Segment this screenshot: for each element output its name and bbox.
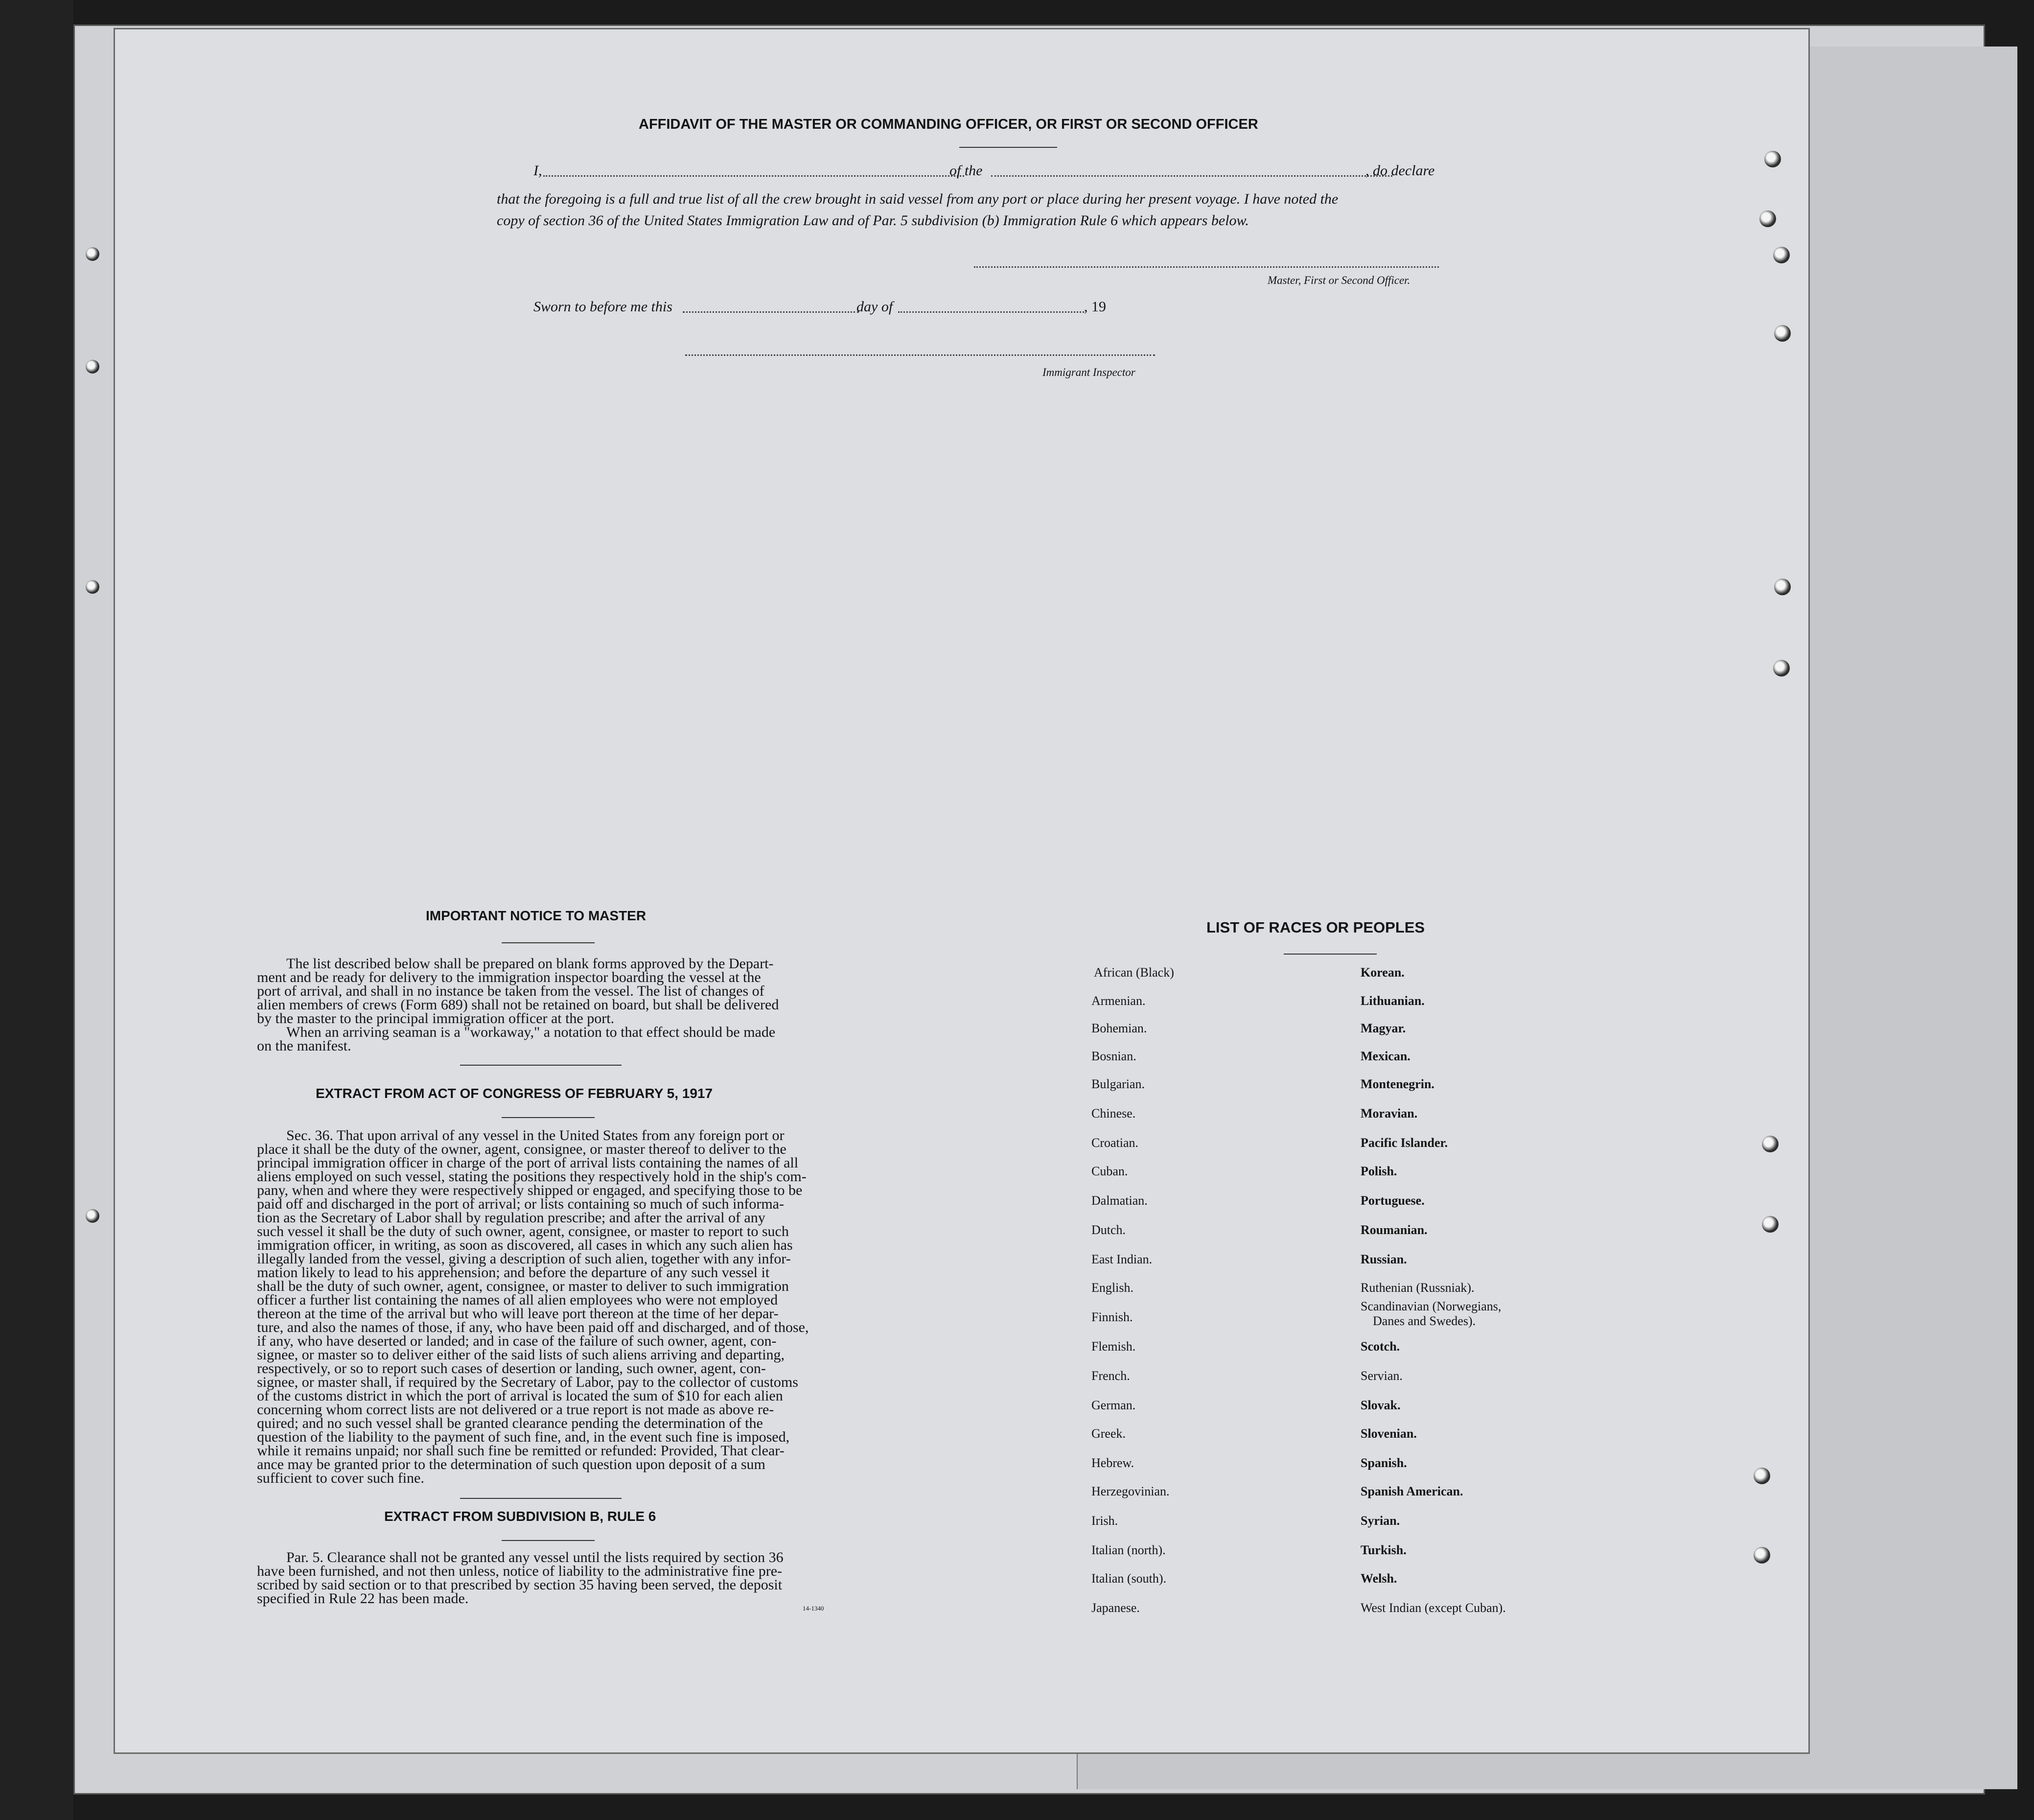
race-entry: Lithuanian. [1361,994,1425,1008]
month-blank [898,311,1084,313]
divider [460,1065,622,1066]
affidavit-line2: that the foregoing is a full and true list of all the crew brought in said vessel from any port or place during her present voyage. I have noted the [497,191,1339,207]
race-entry: Slovak. [1361,1398,1401,1412]
race-entry: German. [1091,1398,1136,1412]
notice-line: When an arriving seaman is a "workaway," a notation to that effect should be made [286,1024,776,1040]
act-line: ance may be granted prior to the determination of such question upon deposit of a sum [257,1456,765,1472]
divider [502,1117,595,1118]
act-line: such vessel it shall be the duty of such owner, agent, consignee, or master to report to such [257,1223,789,1239]
divider [460,1498,622,1499]
race-entry: Chinese. [1091,1106,1136,1120]
race-entry: Cuban. [1091,1164,1128,1178]
race-entry: Flemish. [1091,1339,1136,1353]
race-entry: Bosnian. [1091,1049,1136,1063]
act-line: ture, and also the names of those, if any, who have been paid off and discharged, and of those, [257,1319,809,1335]
race-entry: Scandinavian (Norwegians, [1361,1299,1502,1313]
affidavit-line3: copy of section 36 of the United States Immigration Law and of Par. 5 subdivision (b) Immigration Rule 6 which appears below. [497,212,1249,229]
race-entry: East Indian. [1091,1252,1153,1266]
divider [502,1540,595,1541]
act-line: quired; and no such vessel shall be granted clearance pending the determination of the [257,1415,763,1431]
rule-line: Par. 5. Clearance shall not be granted any vessel until the lists required by section 36 [286,1549,784,1565]
rule-text [257,1551,784,1606]
race-entry: Slovenian. [1361,1426,1417,1441]
race-entry: Spanish American. [1361,1484,1463,1498]
act-line: paid off and discharged in the port of arrival; or lists containing so much of such informa- [257,1196,784,1212]
act-line: signee, or master so to deliver either of the said lists of such aliens arriving and departing, [257,1347,785,1363]
act-line: shall be the duty of such owner, agent, consignee, or master to deliver to such immigration [257,1278,789,1294]
race-entry: Spanish. [1361,1456,1407,1470]
act-line: concerning whom correct lists are not delivered or a true report is not made as above re- [257,1401,774,1418]
act-line: thereon at the time of the arrival but who will leave port thereon at the time of her depar- [257,1306,779,1322]
notice-line: alien members of crews (Form 689) shall not be retained on board, but shall be delivered [257,997,779,1013]
race-entry: French. [1091,1369,1130,1383]
binder-hole [1773,247,1790,263]
manifest-back-page [115,29,1808,1752]
act-line: respectively, or so to report such cases of desertion or landing, such owner, agent, con- [257,1360,766,1377]
binder-hole [86,360,99,373]
race-entry: Italian (south). [1091,1571,1167,1586]
act-line: tion as the Secretary of Labor shall by regulation prescribe; and after the arrival of any [257,1210,765,1226]
divider [502,942,595,943]
act-line: Sec. 36. That upon arrival of any vessel in the United States from any foreign port or [286,1127,785,1143]
rule-line: scribed by said section or to that prescribed by section 35 having been served, the deposit [257,1577,783,1593]
signature-label: Master, First or Second Officer. [1268,274,1410,286]
race-entry: Portuguese. [1361,1193,1425,1208]
race-entry: Danes and Swedes). [1373,1314,1476,1328]
binder-hole [1754,1547,1770,1563]
race-entry: Moravian. [1361,1106,1418,1120]
affidavit-line1-mid: of the [949,163,983,179]
notice-line: on the manifest. [257,1038,351,1054]
race-entry: Bohemian. [1091,1021,1147,1035]
notice-line: The list described below shall be prepared on blank forms approved by the Depart- [286,956,774,972]
act-line: principal immigration officer in charge of the port of arrival lists containing the names of all [257,1155,799,1171]
act-line: immigration officer, in writing, as soon as discovered, all cases in which any such alien has [257,1237,793,1253]
act-line: of the customs district in which the port of arrival is located the sum of $10 for each alien [257,1388,783,1404]
rule-title: EXTRACT FROM SUBDIVISION B, RULE 6 [384,1509,656,1524]
binder-hole [86,247,99,261]
divider [959,147,1057,148]
notice-line: ment and be ready for delivery to the immigration inspector boarding the vessel at the [257,969,761,985]
race-entry: Herzegovinian. [1091,1484,1170,1498]
binder-hole [86,580,99,594]
race-entry: Hebrew. [1091,1456,1134,1470]
act-line: mation likely to lead to his apprehension; and before the departure of any such vessel it [257,1264,770,1281]
race-entry: West Indian (except Cuban). [1361,1601,1506,1615]
race-entry: Roumanian. [1361,1223,1428,1237]
sworn-end: , 19 [1084,299,1106,315]
race-entry: Greek. [1091,1426,1126,1441]
notice-text [257,957,779,1053]
act-line: sufficient to cover such fine. [257,1470,424,1486]
rule-line: specified in Rule 22 has been made. [257,1590,469,1607]
sworn-mid: day of [856,299,893,315]
notice-line: by the master to the principal immigration officer at the port. [257,1010,615,1027]
act-line: officer a further list containing the names of all alien employees who were not employed [257,1292,778,1308]
race-entry: Italian (north). [1091,1543,1166,1557]
act-line: while it remains unpaid; nor shall such fine be remitted or refunded: Provided, That clear- [257,1443,785,1459]
binder-hole [1754,1468,1770,1484]
act-line: signee, or master shall, if required by the Secretary of Labor, pay to the collector of customs [257,1374,798,1390]
act-line: pany, when and where they were respectively shipped or engaged, and specifying those to be [257,1182,803,1198]
race-entry: Turkish. [1361,1543,1407,1557]
binder-hole [1774,325,1791,342]
name-blank [543,175,964,177]
binder-hole [1759,210,1776,227]
inspector-label: Immigrant Inspector [1042,366,1135,378]
rule-line: have been furnished, and not then unless, notice of liability to the administrative fine pre- [257,1563,783,1579]
race-entry: Scotch. [1361,1339,1400,1353]
race-entry: Bulgarian. [1091,1077,1145,1091]
race-entry: Syrian. [1361,1514,1400,1528]
form-number: 14-1340 [803,1605,824,1612]
race-entry: Polish. [1361,1164,1397,1178]
binder-hole [86,1209,99,1223]
race-entry: Croatian. [1091,1136,1139,1150]
vessel-blank [991,175,1392,177]
notice-title: IMPORTANT NOTICE TO MASTER [426,908,647,923]
divider [1284,954,1377,955]
affidavit-line1-start: I, [533,163,542,179]
race-entry: Finnish. [1091,1310,1133,1324]
act-line: if any, who have deserted or landed; and in case of the failure of such owner, agent, con- [257,1333,777,1349]
signature-line [974,266,1439,268]
day-blank [683,311,859,313]
act-title: EXTRACT FROM ACT OF CONGRESS OF FEBRUARY 5, 1917 [316,1086,713,1101]
inspector-signature-line [685,354,1155,356]
affidavit-line1-end: , do declare [1365,163,1435,179]
race-entry: Pacific Islander. [1361,1136,1448,1150]
act-line: illegally landed from the vessel, giving a description of such alien, together with any infor- [257,1251,791,1267]
race-entry: Ruthenian (Russniak). [1361,1281,1475,1295]
binder-edge [0,0,73,1820]
races-title: LIST OF RACES OR PEOPLES [1206,919,1425,936]
act-line: aliens employed on such vessel, stating the positions they respectively hold in the ship's com- [257,1168,807,1185]
race-entry: Japanese. [1091,1601,1140,1615]
race-entry: Magyar. [1361,1021,1406,1035]
race-entry: Montenegrin. [1361,1077,1434,1091]
race-entry: Welsh. [1361,1571,1397,1586]
race-entry: Armenian. [1091,994,1146,1008]
race-entry: Korean. [1361,965,1405,980]
race-entry: African (Black) [1094,965,1174,980]
affidavit-title: AFFIDAVIT OF THE MASTER OR COMMANDING OFFICER, OR FIRST OR SECOND OFFICER [639,117,1258,132]
binder-hole [1774,579,1791,595]
act-line: place it shall be the duty of the owner, agent, consignee, or master thereof to deliver to the [257,1141,786,1157]
notice-line: port of arrival, and shall in no instance be taken from the vessel. The list of changes of [257,983,764,999]
race-entry: Russian. [1361,1252,1407,1266]
race-entry: Servian. [1361,1369,1403,1383]
act-text [257,1129,809,1485]
binder-hole [1762,1216,1779,1233]
race-entry: Irish. [1091,1514,1118,1528]
race-entry: Dalmatian. [1091,1193,1148,1208]
sworn-start: Sworn to before me this [533,299,672,315]
binder-hole [1773,660,1790,677]
act-line: question of the liability to the payment of such fine, and, in the event such fine is imposed, [257,1429,790,1445]
binder-hole [1762,1136,1779,1152]
binder-hole [1764,151,1781,167]
race-entry: Dutch. [1091,1223,1126,1237]
race-entry: English. [1091,1281,1133,1295]
race-entry: Mexican. [1361,1049,1410,1063]
